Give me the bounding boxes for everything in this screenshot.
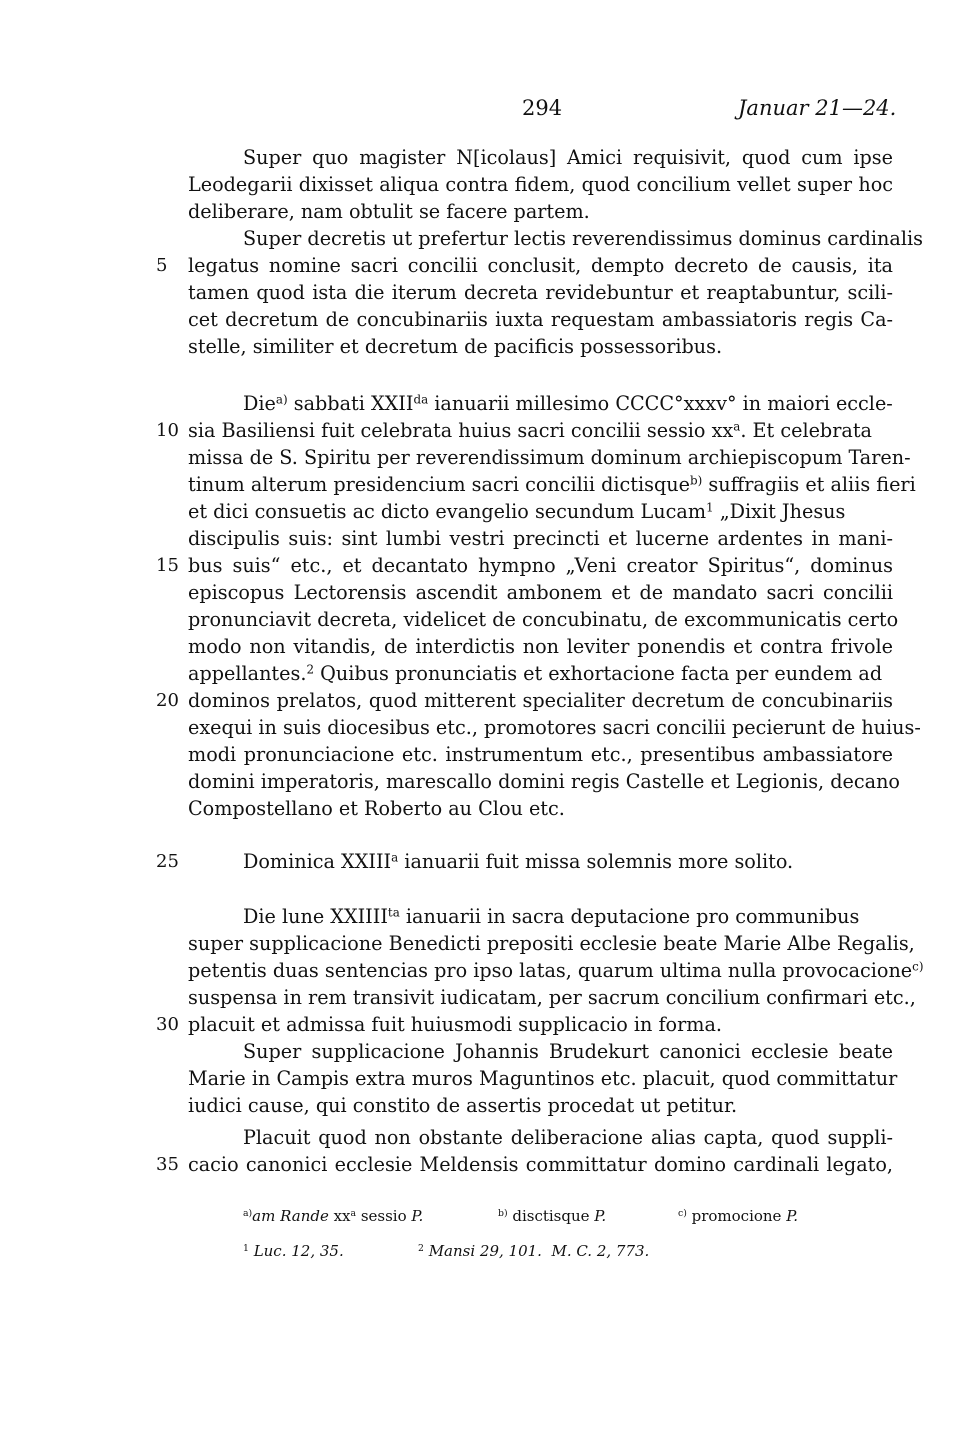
footnote-mark: 2 (306, 662, 315, 677)
text-line: pronunciavit decreta, videlicet de concubinatu, de excommunicatis certo (188, 608, 899, 631)
text-line: bus suis“ etc., et decantato hympno „Veni creator Spiritus“, dominus (188, 554, 893, 577)
running-head: Januar 21—24. (738, 96, 897, 120)
text-line: Dominica XXIII$^a$ ianuarii fuit missa solemnis more solito. (243, 850, 794, 873)
superscript: a (733, 419, 741, 434)
text-line: modi pronunciacione etc. instrumentum etc., presentibus ambassiatore (188, 743, 893, 766)
text-line: modo non vitandis, de interdictis non leviter ponendis et contra frivole (188, 635, 893, 658)
text-line: Die lune $XXIIII^{ta}$ ianuarii in sacra deputacione pro communibus (243, 905, 860, 928)
text-line: exequi in suis diocesibus etc., promotores sacri concilii pecierunt de huius- (188, 716, 921, 739)
text-line: Marie in Campis extra muros Maguntinos etc. placuit, quod committatur (188, 1067, 898, 1090)
text-line: episcopus Lectorensis ascendit ambonem et de mandato sacri concilii (188, 581, 893, 604)
text-line: Leodegarii dixisset aliqua contra fidem, quod concilium vellet super hoc (188, 173, 893, 196)
text-line: Super decretis ut prefertur lectis reverendissimus dominus cardinalis (243, 227, 923, 250)
text-line: Super supplicacione Johannis Brudekurt canonici ecclesie beate (243, 1040, 893, 1063)
text-line: discipulis suis: sint lumbi vestri precincti et lucerne ardentes in mani- (188, 527, 893, 550)
text-line: et dici consuetis ac dicto evangelio secundum Lucam$^1$ „Dixit Jhesus (188, 500, 846, 523)
line-number: 25 (156, 851, 179, 872)
superscript: ta (387, 905, 400, 920)
text-line: Compostellano et Roberto au Clou etc. (188, 797, 565, 820)
line-number: 30 (156, 1014, 179, 1035)
text-line: dominos prelatos, quod mitterent specialiter decretum de concubinariis (188, 689, 893, 712)
text-line: placuit et admissa fuit huiusmodi supplicacio in forma. (188, 1013, 722, 1036)
text-line: iudici cause, qui constito de assertis procedat ut petitur. (188, 1094, 738, 1117)
page-number: 294 (522, 96, 563, 120)
text-line: Die$^{a)}$ sabbati $XXII^{da}$ ianuarii millesimo CCCC°xxxv° in maiori eccle- (243, 392, 893, 415)
footnote-b: $^{b)}$ disctisque P. (498, 1207, 607, 1225)
footnote-mark: 1 (706, 500, 714, 515)
line-number: 20 (156, 690, 179, 711)
text-line: Placuit quod non obstante deliberacione alias capta, quod suppli- (243, 1126, 893, 1149)
line-number: 15 (156, 555, 179, 576)
footnote-a: $^{a)}$am Rande $xx^a$ sessio P. (243, 1207, 424, 1225)
line-number: 10 (156, 420, 179, 441)
text-line: missa de S. Spiritu per reverendissimum dominum archiepiscopum Taren- (188, 446, 911, 469)
text-line: petentis duas sentencias pro ipso latas, quarum ultima nulla provocacione$^{c)}$ (188, 959, 924, 982)
superscript: a (391, 850, 399, 865)
footnote-1: $^1$ Luc. 12, 35. (243, 1242, 344, 1260)
text-line: legatus nomine sacri concilii conclusit, dempto decreto de causis, ita (188, 254, 893, 277)
text-line: stelle, similiter et decretum de pacificis possessoribus. (188, 335, 723, 358)
page-header (0, 96, 960, 126)
text-line: domini imperatoris, marescallo domini regis Castelle et Legionis, decano (188, 770, 900, 793)
text-line: suspensa in rem transivit iudicatam, per sacrum concilium confirmari etc., (188, 986, 916, 1009)
superscript: da (413, 392, 429, 407)
text-line: cet decretum de concubinariis iuxta requestam ambassiatoris regis Ca- (188, 308, 893, 331)
line-number: 35 (156, 1154, 179, 1175)
text-line: tinum alterum presidencium sacri concilii dictisque$^{b)}$ suffragiis et aliis fieri (188, 473, 916, 496)
text-line: sia Basiliensi fuit celebrata huius sacri concilii sessio $xx^a$. Et celebrata (188, 419, 872, 442)
footnote-c: $^{c)}$ promocione P. (678, 1207, 799, 1225)
text-line: cacio canonici ecclesie Meldensis committatur domino cardinali legato, (188, 1153, 893, 1176)
text-line: Super quo magister N[icolaus] Amici requisivit, quod cum ipse (243, 146, 893, 169)
footnote-mark: a) (275, 392, 288, 407)
text-line: deliberare, nam obtulit se facere partem. (188, 200, 590, 223)
footnote-mark: b) (690, 473, 703, 488)
line-number: 5 (156, 255, 168, 276)
text-line: appellantes.$^2$ Quibus pronunciatis et exhortacione facta per eundem ad (188, 662, 883, 685)
text-line: super supplicacione Benedicti prepositi ecclesie beate Marie Albe Regalis, (188, 932, 915, 955)
footnote-2: $^2$ Mansi 29, 101. M. C. 2, 773. (418, 1242, 650, 1260)
footnote-mark: c) (912, 959, 924, 974)
text-line: tamen quod ista die iterum decreta revidebuntur et reaptabuntur, scili- (188, 281, 893, 304)
